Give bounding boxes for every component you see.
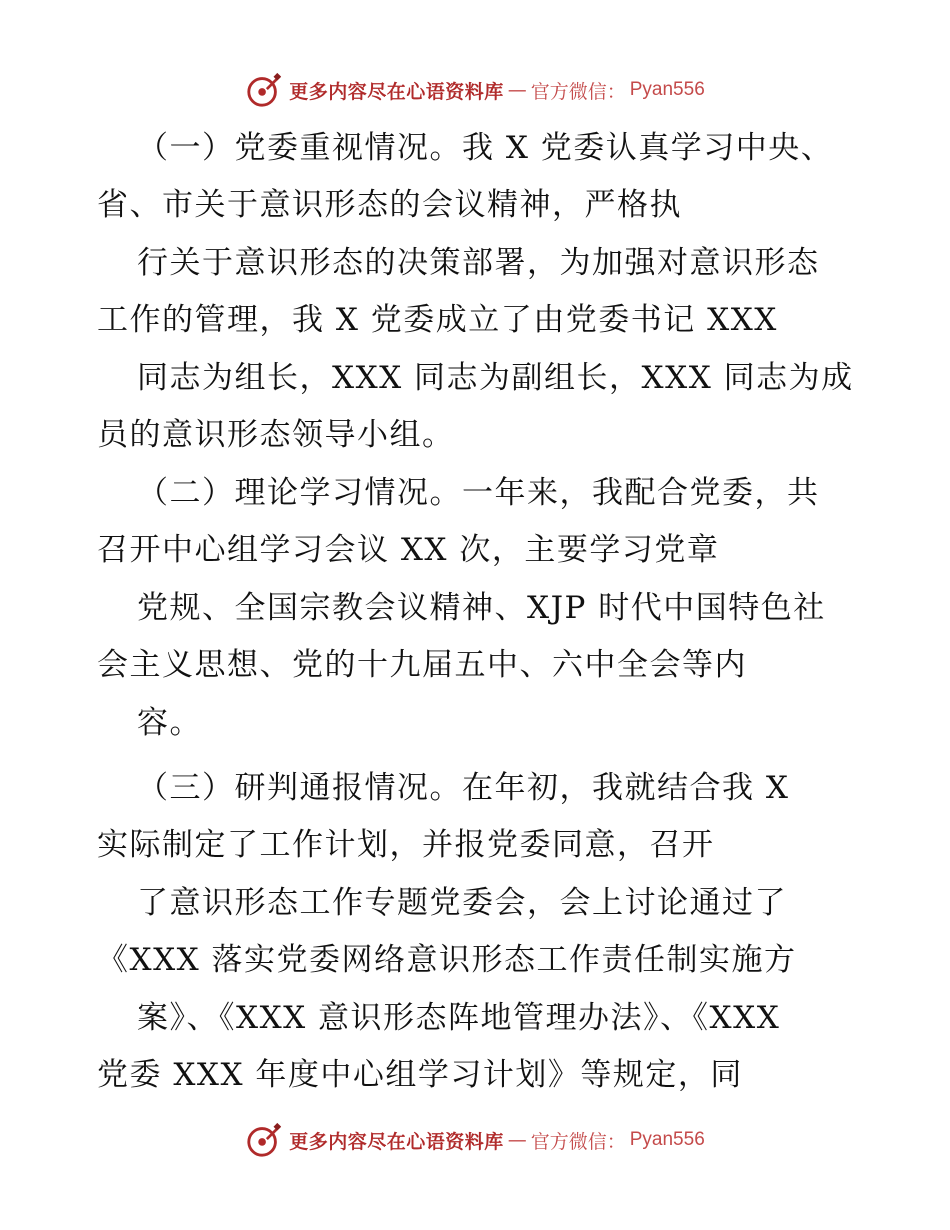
watermark-separator: —	[507, 79, 527, 101]
watermark-brand: 更多内容尽在心语资料库	[289, 1130, 504, 1153]
watermark-wechat-id: Pyan556	[629, 1129, 705, 1150]
watermark-footer	[0, 1120, 950, 1160]
text-line: 会主义思想、党的十九届五中、六中全会等内	[97, 647, 747, 683]
watermark-wechat-id: Pyan556	[629, 79, 705, 100]
watermark-brand: 更多内容尽在心语资料库	[289, 80, 504, 103]
watermark-header	[0, 70, 950, 110]
text-line: 容。	[137, 705, 202, 741]
text-line: 党规、全国宗教会议精神、XJP 时代中国特色社	[137, 590, 826, 626]
text-line: 党委 XXX 年度中心组学习计划》等规定，同	[97, 1057, 743, 1093]
text-line: 员的意识形态领导小组。	[97, 417, 455, 453]
text-line: 同志为组长，XXX 同志为副组长，XXX 同志为成	[137, 360, 854, 396]
text-line: 《XXX 落实党委网络意识形态工作责任制实施方	[97, 942, 797, 978]
pen-nib-circle-icon	[245, 1121, 283, 1159]
text-line: 实际制定了工作计划，并报党委同意，召开	[97, 827, 715, 863]
pen-nib-circle-icon	[245, 71, 283, 109]
text-line: （一）党委重视情况。我 X 党委认真学习中央、	[137, 130, 834, 166]
text-line: 了意识形态工作专题党委会，会上讨论通过了	[137, 885, 787, 921]
watermark-official-label: 官方微信：	[530, 1130, 626, 1153]
watermark-separator: —	[507, 1129, 527, 1151]
text-line: 省、市关于意识形态的会议精神，严格执	[97, 187, 682, 223]
text-line: 召开中心组学习会议 XX 次，主要学习党章	[97, 532, 720, 568]
text-line: （二）理论学习情况。一年来，我配合党委，共	[137, 475, 820, 511]
text-line: 工作的管理，我 X 党委成立了由党委书记 XXX	[97, 302, 778, 338]
watermark-official-label: 官方微信：	[530, 80, 626, 103]
text-line: 案》、《XXX 意识形态阵地管理办法》、《XXX	[137, 1000, 781, 1036]
text-line: （三）研判通报情况。在年初，我就结合我 X	[137, 770, 790, 806]
text-line: 行关于意识形态的决策部署，为加强对意识形态	[137, 245, 820, 281]
